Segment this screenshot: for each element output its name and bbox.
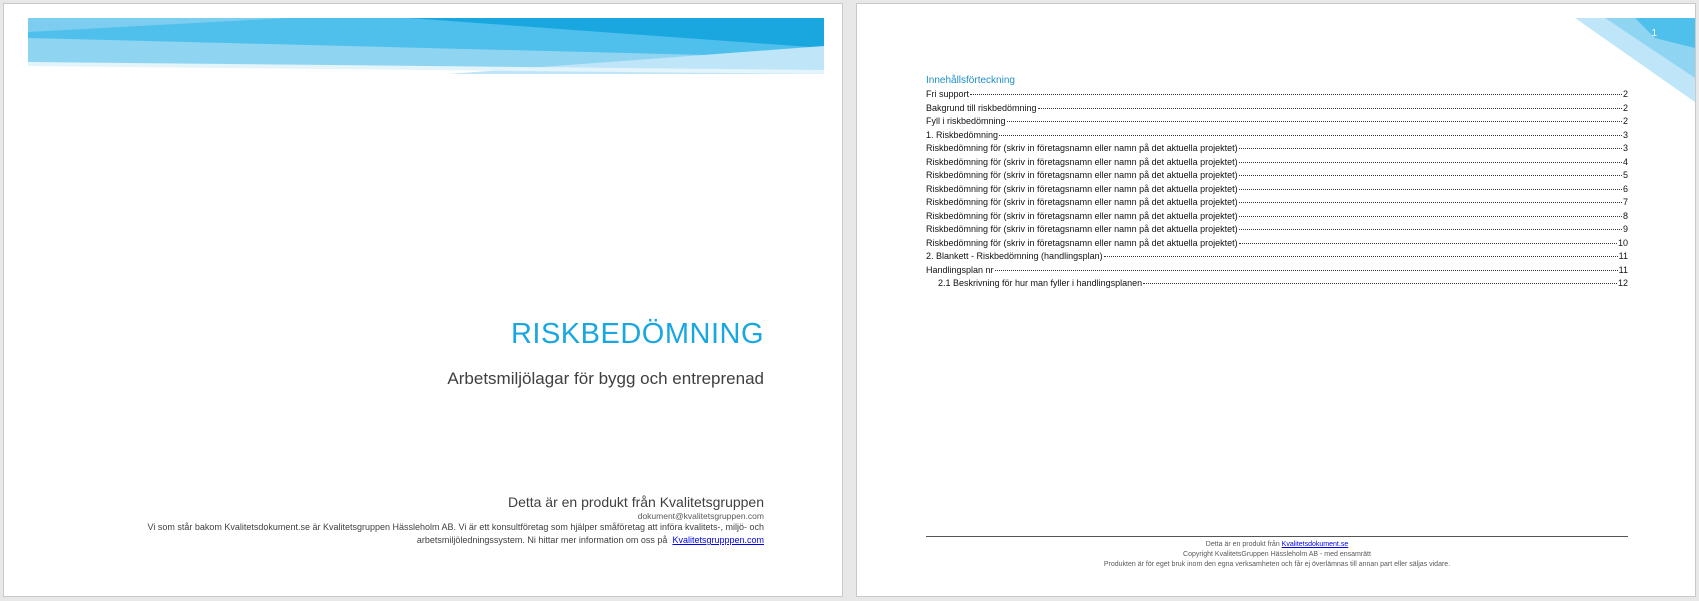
toc-entry[interactable]: [926, 143, 1628, 157]
kvalitetsgruppen-link[interactable]: Kvalitetsgrupppen.com: [672, 535, 764, 545]
toc-entry-page: 10: [1617, 237, 1628, 248]
page-number: 1: [1651, 28, 1657, 39]
toc-entry-label: Fri support: [926, 89, 970, 99]
toc-entry[interactable]: [926, 278, 1628, 292]
about-text: Vi som står bakom Kvalitetsdokument.se är Kvalitetsgruppen Hässleholm AB. Vi är ett konsultföretag som hjälper småföretag att införa kvalitets-, miljö- och arbetsmiljöledningssystem. Ni hittar mer information om oss på: [147, 522, 764, 545]
toc-entry-label: Riskbedömning för (skriv in företagsnamn eller namn på det aktuella projektet): [926, 156, 1238, 167]
toc-dot-leader: [1239, 229, 1622, 230]
toc-entry-label: 1. Riskbedömning: [926, 129, 999, 140]
toc-dot-leader: [970, 94, 1622, 95]
footer-divider: [926, 536, 1628, 537]
toc-entry[interactable]: [926, 184, 1628, 198]
footer-copyright: Copyright KvalitetsGruppen Hässleholm AB - med ensamrätt: [1183, 551, 1371, 558]
toc-dot-leader: [1239, 216, 1622, 217]
toc-heading: Innehållsförteckning: [926, 75, 1015, 86]
toc-entry[interactable]: [926, 157, 1628, 171]
toc-entry-page: 3: [1622, 143, 1628, 153]
toc-entry-label: Fyll i riskbedömning: [926, 116, 1006, 126]
toc-entry-page: 7: [1622, 197, 1628, 207]
toc-dot-leader: [1143, 283, 1617, 284]
toc-entry-label: Bakgrund till riskbedömning: [926, 102, 1037, 113]
toc-entry-page: 9: [1622, 224, 1628, 234]
toc-entry-page: 6: [1622, 183, 1628, 194]
toc-entry-page: 4: [1622, 156, 1628, 167]
toc-entry[interactable]: [926, 265, 1628, 279]
toc-entry-page: 5: [1622, 170, 1628, 180]
product-line: Detta är en produkt från Kvalitetsgruppen: [507, 494, 764, 510]
toc-entry-label: Riskbedömning för (skriv in företagsnamn eller namn på det aktuella projektet): [926, 224, 1238, 234]
kvalitetsdokument-link[interactable]: Kvalitetsdokument.se: [1281, 541, 1349, 548]
toc-dot-leader: [1239, 189, 1622, 190]
toc-dot-leader: [1104, 256, 1618, 257]
toc-dot-leader: [995, 270, 1618, 271]
toc-entry-label: Riskbedömning för (skriv in företagsnamn eller namn på det aktuella projektet): [926, 183, 1238, 194]
toc-entry-label: Riskbedömning för (skriv in företagsnamn eller namn på det aktuella projektet): [926, 197, 1238, 207]
toc-dot-leader: [1239, 243, 1617, 244]
toc-entry[interactable]: [926, 251, 1628, 265]
toc-entry-label: Riskbedömning för (skriv in företagsnamn eller namn på det aktuella projektet): [926, 143, 1238, 153]
footer-usage-note: Produkten är för eget bruk inom den egna verksamheten och får ej överlämnas till annan part eller säljas vidare.: [1103, 561, 1451, 568]
cover-title: RISKBEDÖMNING: [510, 318, 764, 350]
footer-product-text: Detta är en produkt från: [1205, 541, 1280, 548]
toc-dot-leader: [1239, 175, 1622, 176]
toc-entry[interactable]: [926, 116, 1628, 130]
toc-dot-leader: [999, 135, 1622, 136]
cover-banner: [28, 18, 824, 90]
toc-dot-leader: [1239, 162, 1622, 163]
toc-dot-leader: [1038, 108, 1622, 109]
toc-page: [856, 3, 1696, 597]
contact-email: dokument@kvalitetsgruppen.com: [637, 511, 764, 521]
cover-subtitle: Arbetsmiljölagar för bygg och entreprenad: [447, 369, 764, 388]
toc-entry-label: Handlingsplan nr: [926, 264, 994, 275]
toc-entry[interactable]: [926, 211, 1628, 225]
toc-dot-leader: [1239, 148, 1622, 149]
toc-entry-page: 11: [1618, 251, 1628, 261]
toc-dot-leader: [1239, 202, 1622, 203]
toc-entry-page: 2: [1622, 116, 1628, 126]
toc-entry-page: 3: [1622, 129, 1628, 140]
toc-entry[interactable]: [926, 170, 1628, 184]
toc-entry-label: Riskbedömning för (skriv in företagsnamn eller namn på det aktuella projektet): [926, 210, 1238, 221]
toc-entry[interactable]: [926, 103, 1628, 117]
cover-page: [3, 3, 843, 597]
about-text-block: [124, 521, 764, 547]
toc-entry[interactable]: [926, 89, 1628, 103]
page-footer: [926, 540, 1628, 570]
toc-entry-page: 2: [1622, 102, 1628, 113]
toc-entry[interactable]: [926, 197, 1628, 211]
toc-entry-page: 12: [1617, 278, 1628, 288]
toc-dot-leader: [1007, 121, 1622, 122]
toc-entry-label: Riskbedömning för (skriv in företagsnamn eller namn på det aktuella projektet): [926, 170, 1238, 180]
toc-entry[interactable]: [926, 238, 1628, 252]
toc-entry-label: 2.1 Beskrivning för hur man fyller i handlingsplanen: [938, 278, 1143, 288]
toc-entry[interactable]: [926, 224, 1628, 238]
toc-entry-label: Riskbedömning för (skriv in företagsnamn eller namn på det aktuella projektet): [926, 237, 1238, 248]
toc-entry[interactable]: [926, 130, 1628, 144]
toc-entry-page: 11: [1618, 264, 1628, 275]
toc-entry-label: 2. Blankett - Riskbedömning (handlingsplan): [926, 251, 1103, 261]
toc-list: [926, 89, 1628, 292]
toc-entry-page: 2: [1622, 89, 1628, 99]
toc-entry-page: 8: [1622, 210, 1628, 221]
